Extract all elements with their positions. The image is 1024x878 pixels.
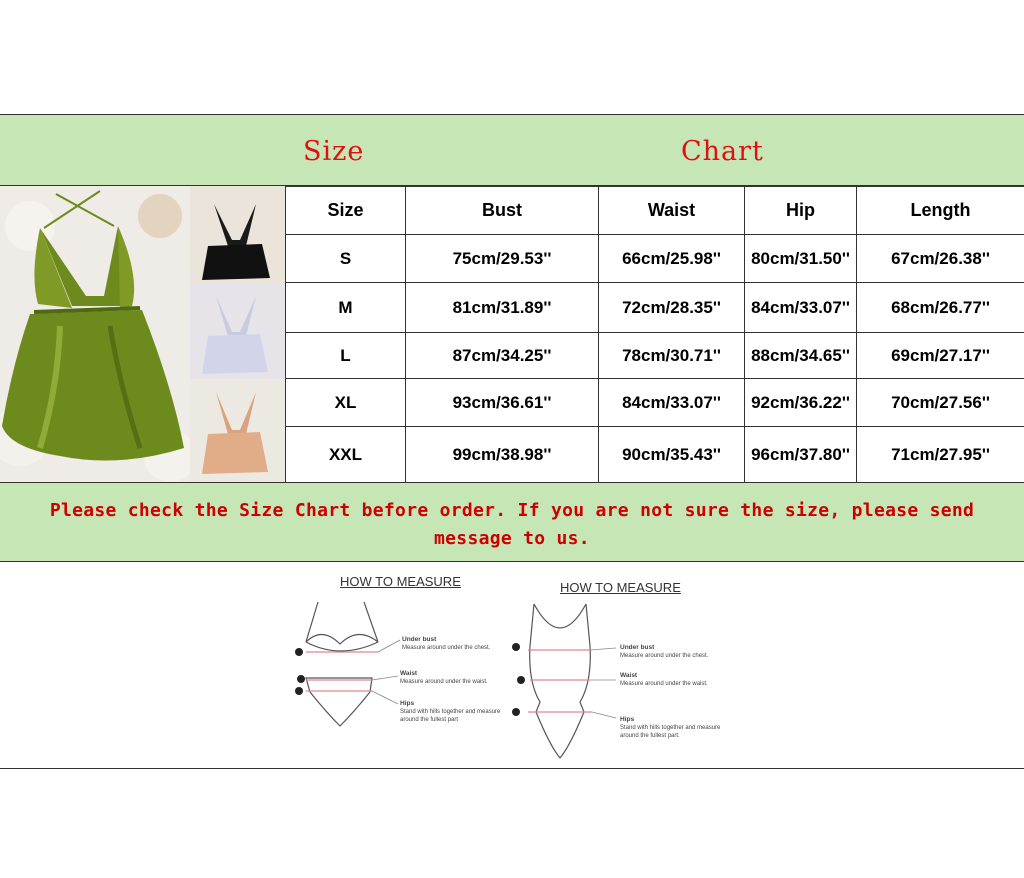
header-waist: Waist: [599, 187, 745, 235]
left-item-1: [402, 636, 512, 652]
cell-length: 68cm/26.77'': [857, 283, 1024, 333]
right-item-1: [620, 644, 730, 660]
right-item-2-desc: Measure around under the waist.: [620, 681, 708, 687]
cell-waist: 90cm/35.43'': [599, 427, 745, 483]
cell-hip: 92cm/36.22'': [745, 379, 857, 427]
size-table: [285, 186, 1024, 483]
right-item-3-title: Hips: [620, 716, 635, 723]
cell-hip: 84cm/33.07'': [745, 283, 857, 333]
right-item-3: [620, 716, 732, 740]
left-item-2-title: Waist: [400, 670, 418, 677]
product-photo: [0, 186, 285, 482]
cell-waist: 84cm/33.07'': [599, 379, 745, 427]
table-row: [286, 283, 1024, 333]
cell-size: L: [286, 333, 406, 379]
how-to-measure-heading-left: HOW TO MEASURE: [340, 574, 461, 589]
cell-waist: 78cm/30.71'': [599, 333, 745, 379]
cell-size: S: [286, 235, 406, 283]
left-item-3-title: Hips: [400, 700, 415, 707]
notice-line-1: Please check the Size Chart before order. If you are not sure the size, please send: [49, 500, 975, 521]
cell-length: 67cm/26.38'': [857, 235, 1024, 283]
right-item-2: [620, 672, 730, 688]
cell-size: XXL: [286, 427, 406, 483]
cell-length: 71cm/27.95'': [857, 427, 1024, 483]
header-length: Length: [857, 187, 1024, 235]
bottom-rule: [0, 768, 1024, 769]
cell-length: 69cm/27.17'': [857, 333, 1024, 379]
left-item-2: [400, 670, 510, 686]
notice-line-2: message to us.: [434, 528, 590, 549]
table-row: [286, 379, 1024, 427]
left-item-2-desc: Measure around under the waist.: [400, 679, 488, 685]
cell-hip: 96cm/37.80'': [745, 427, 857, 483]
left-item-3-desc: Stand with hills together and measure around the fullest part: [400, 709, 501, 723]
table-row: [286, 235, 1024, 283]
how-to-measure-section: [0, 562, 1024, 768]
cell-waist: 72cm/28.35'': [599, 283, 745, 333]
notice-band: [0, 483, 1024, 561]
cell-bust: 87cm/34.25'': [406, 333, 599, 379]
header-hip: Hip: [745, 187, 857, 235]
header-bust: Bust: [406, 187, 599, 235]
cell-waist: 66cm/25.98'': [599, 235, 745, 283]
cell-length: 70cm/27.56'': [857, 379, 1024, 427]
table-header-row: [286, 187, 1024, 235]
title-chart: Chart: [681, 136, 764, 167]
how-to-measure-heading-right: HOW TO MEASURE: [560, 580, 681, 595]
right-item-1-desc: Measure around under the chest.: [620, 653, 709, 659]
left-item-3: [400, 700, 512, 724]
cell-hip: 80cm/31.50'': [745, 235, 857, 283]
cell-bust: 99cm/38.98'': [406, 427, 599, 483]
cell-bust: 93cm/36.61'': [406, 379, 599, 427]
bikini-diagram: [0, 562, 1024, 768]
cell-hip: 88cm/34.65'': [745, 333, 857, 379]
cell-bust: 75cm/29.53'': [406, 235, 599, 283]
right-item-2-title: Waist: [620, 672, 638, 679]
title-band: [0, 115, 1024, 185]
table-row: [286, 427, 1024, 483]
right-item-3-desc: Stand with hills together and measure around the fullest part.: [620, 725, 721, 739]
left-item-1-desc: Measure around under the chest.: [402, 645, 491, 651]
right-item-1-title: Under bust: [620, 644, 655, 651]
header-size: Size: [286, 187, 406, 235]
title-size: Size: [303, 136, 365, 167]
cell-size: M: [286, 283, 406, 333]
table-row: [286, 333, 1024, 379]
cell-size: XL: [286, 379, 406, 427]
left-item-1-title: Under bust: [402, 636, 437, 643]
cell-bust: 81cm/31.89'': [406, 283, 599, 333]
